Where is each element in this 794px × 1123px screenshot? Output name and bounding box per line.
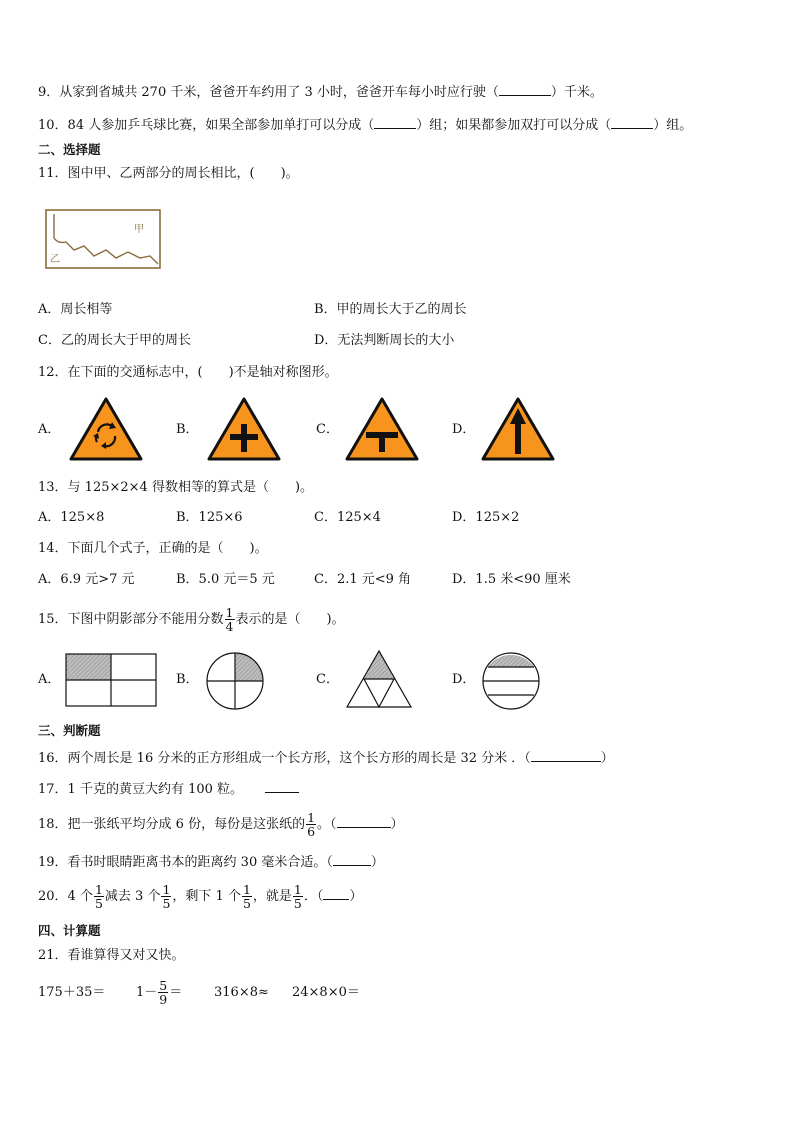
q15-figure-a-rectangle[interactable] (64, 652, 160, 708)
q12-label-d[interactable]: D． (452, 422, 476, 437)
fraction-one-sixth: $\frac{1}{6}$ (307, 810, 316, 839)
q13-option-a[interactable]: A．125×8 (38, 510, 105, 525)
question-20-part-5: ．（ (303, 889, 324, 904)
q12-sign-d-straight-arrow-icon[interactable] (480, 396, 556, 462)
question-10 (38, 115, 692, 135)
question-12: 12．在下面的交通标志中，( )不是轴对称图形。 (38, 365, 338, 380)
question-20-part-6: ） (349, 889, 363, 904)
answer-blank-10a[interactable] (374, 115, 416, 129)
question-17 (38, 779, 299, 799)
q12-label-b[interactable]: B． (176, 422, 199, 437)
q11-label-jia: 甲 (134, 224, 144, 235)
question-15-text-after: 表示的是（ )。 (235, 612, 345, 627)
q12-sign-c-t-junction-icon[interactable] (344, 396, 420, 462)
question-20-part-2: 减去 3 个 (104, 889, 161, 904)
answer-blank-16[interactable] (531, 748, 601, 762)
q12-sign-a-roundabout-icon[interactable] (68, 396, 144, 462)
q11-option-c[interactable]: C．乙的周长大于甲的周长 (38, 333, 191, 348)
question-15 (38, 605, 345, 635)
question-16-tail: ） (600, 751, 614, 766)
fraction-one-fifth: $\frac{1}{5}$ (242, 882, 251, 911)
q15-label-a[interactable]: A． (38, 672, 61, 687)
question-20-part-1: 20．4 个 (38, 889, 93, 904)
q13-option-d[interactable]: D．125×2 (452, 510, 520, 525)
answer-blank-20[interactable] (323, 886, 349, 900)
question-10-text-2: ）组；如果都参加双打可以分成（ (416, 118, 612, 133)
question-16 (38, 748, 614, 768)
section-heading-calculation: 四、计算题 (38, 923, 101, 938)
q11-option-a[interactable]: A．周长相等 (38, 302, 113, 317)
question-18 (38, 810, 404, 840)
q13-option-c[interactable]: C．125×4 (314, 510, 381, 525)
q14-option-c[interactable]: C．2.1 元<9 角 (314, 572, 412, 587)
question-9 (38, 82, 603, 102)
question-19 (38, 852, 384, 872)
question-16-text: 16．两个周长是 16 分米的正方形组成一个长方形，这个长方形的周长是 32 分米 ．（ (38, 751, 531, 766)
q21-expression-2: 1－ $\frac{5}{9}$ ＝ (136, 978, 183, 1007)
question-9-text: 9．从家到省城共 270 千米，爸爸开车约用了 3 小时，爸爸开车每小时应行驶（ (38, 85, 499, 100)
q15-label-b[interactable]: B． (176, 672, 199, 687)
question-18-tail-2: ） (390, 817, 404, 832)
section-heading-choice: 二、选择题 (38, 142, 101, 157)
answer-blank-17[interactable] (265, 779, 299, 793)
q11-label-yi: 乙 (50, 254, 60, 265)
section-heading-judgement: 三、判断题 (38, 723, 101, 738)
q14-option-b[interactable]: B．5.0 元＝5 元 (176, 572, 275, 587)
q12-label-a[interactable]: A． (38, 422, 61, 437)
question-18-tail: 。（ (317, 817, 337, 832)
fraction-one-fifth: $\frac{1}{5}$ (293, 882, 302, 911)
question-9-tail: ）千米。 (550, 85, 603, 100)
answer-blank-18[interactable] (337, 814, 391, 828)
q11-option-b[interactable]: B．甲的周长大于乙的周长 (314, 302, 467, 317)
q14-option-d[interactable]: D．1.5 米<90 厘米 (452, 572, 571, 587)
q12-label-c[interactable]: C． (316, 422, 339, 437)
q11-option-d[interactable]: D．无法判断周长的大小 (314, 333, 455, 348)
question-17-text: 17．1 千克的黄豆大约有 100 粒。 (38, 782, 244, 797)
q21-expression-1: 175＋35＝ (38, 985, 106, 1000)
question-14: 14．下面几个式子，正确的是（ )。 (38, 541, 268, 556)
question-18-text: 18．把一张纸平均分成 6 份，每份是这张纸的 (38, 817, 306, 832)
q15-figure-b-circle[interactable] (204, 650, 266, 712)
question-20-part-3: ，剩下 1 个 (172, 889, 241, 904)
q12-sign-b-crossroads-icon[interactable] (206, 396, 282, 462)
question-13: 13．与 125×2×4 得数相等的算式是（ )。 (38, 480, 314, 495)
fraction-one-fifth: $\frac{1}{5}$ (94, 882, 103, 911)
question-21: 21．看谁算得又对又快。 (38, 948, 185, 963)
q15-label-c[interactable]: C． (316, 672, 339, 687)
question-19-tail: ） (370, 855, 384, 870)
answer-blank-10b[interactable] (611, 115, 653, 129)
question-20-part-4: ，就是 (252, 889, 292, 904)
fraction-five-ninths: $\frac{5}{9}$ (159, 978, 168, 1007)
question-15-text-before: 15．下图中阴影部分不能用分数 (38, 612, 224, 627)
answer-blank-9[interactable] (499, 82, 551, 96)
question-10-text-1: 10．84 人参加乒乓球比赛，如果全部参加单打可以分成（ (38, 118, 375, 133)
answer-blank-19[interactable] (333, 852, 371, 866)
q21-expression-3: 316×8≈ (214, 985, 269, 1000)
q14-option-a[interactable]: A．6.9 元>7 元 (38, 572, 135, 587)
question-19-text: 19．看书时眼睛距离书本的距离约 30 毫米合适。（ (38, 855, 333, 870)
question-11: 11．图中甲、乙两部分的周长相比，( )。 (38, 166, 299, 181)
fraction-one-quarter: $\frac{1}{4}$ (225, 605, 234, 634)
question-20 (38, 882, 362, 912)
fraction-one-fifth: $\frac{1}{5}$ (162, 882, 171, 911)
q21-expression-4: 24×8×0＝ (292, 985, 360, 1000)
q15-figure-d-circle-strips[interactable] (480, 650, 542, 712)
q11-figure-perimeter (44, 208, 164, 272)
q15-label-d[interactable]: D． (452, 672, 476, 687)
q15-figure-c-triangle[interactable] (344, 648, 414, 710)
q13-option-b[interactable]: B．125×6 (176, 510, 243, 525)
question-10-tail: ）组。 (653, 118, 693, 133)
